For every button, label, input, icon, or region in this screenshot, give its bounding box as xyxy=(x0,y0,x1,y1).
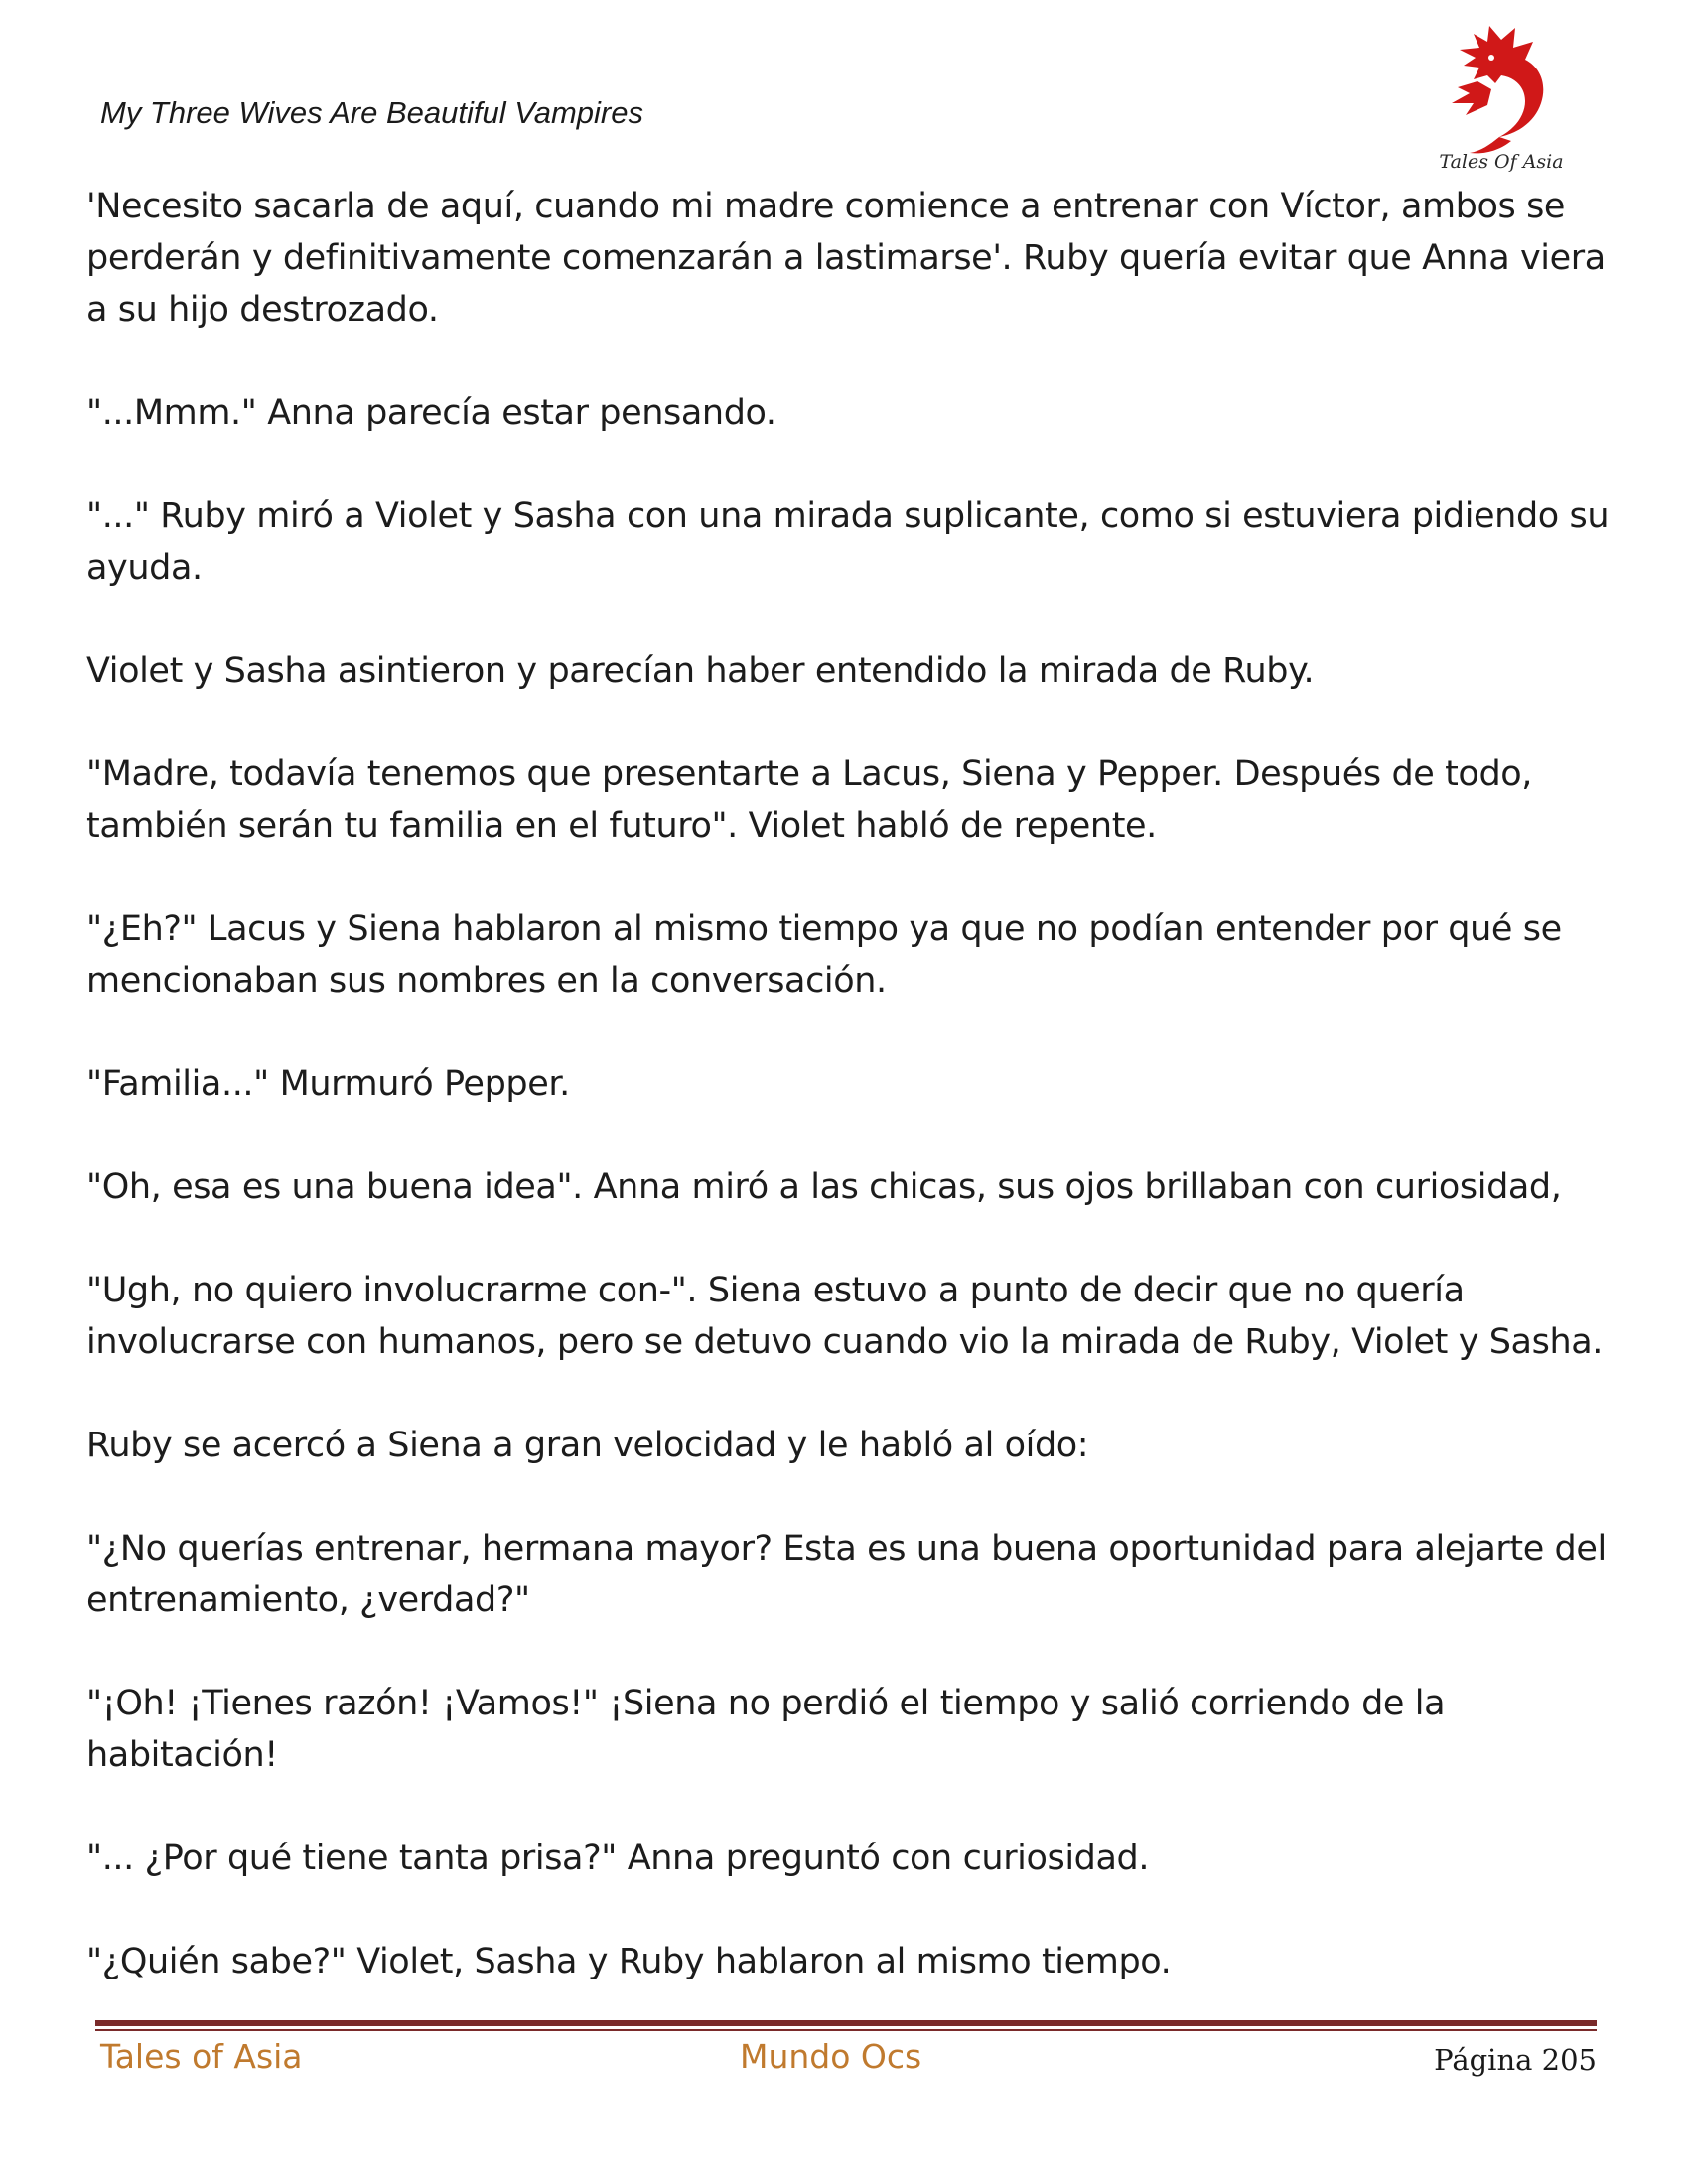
footer-divider xyxy=(95,2020,1597,2026)
paragraph: "Madre, todavía tenemos que presentarte a Lacus, Siena y Pepper. Después de todo, también serán tu familia en el futuro". Violet habló de repente. xyxy=(86,754,1533,846)
paragraph: "Familia..." Murmuró Pepper. xyxy=(86,1064,570,1104)
page-number: Página 205 xyxy=(1434,2043,1597,2077)
paragraph: Violet y Sasha asintieron y parecían haber entendido la mirada de Ruby. xyxy=(86,651,1315,691)
footer-divider-thin xyxy=(95,2029,1597,2031)
paragraph: "...Mmm." Anna parecía estar pensando. xyxy=(86,393,776,433)
paragraph: "¿No querías entrenar, hermana mayor? Esta es una buena oportunidad para alejarte del entrenamiento, ¿verdad?" xyxy=(86,1529,1607,1620)
paragraph: Ruby se acercó a Siena a gran velocidad y le habló al oído: xyxy=(86,1426,1089,1465)
footer-site-name: Tales of Asia xyxy=(100,2037,303,2076)
logo-text: Tales Of Asia xyxy=(1439,151,1564,173)
paragraph: "..." Ruby miró a Violet y Sasha con una mirada suplicante, como si estuviera pidiendo su ayuda. xyxy=(86,496,1610,588)
book-title: My Three Wives Are Beautiful Vampires xyxy=(100,95,643,130)
paragraph: 'Necesito sacarla de aquí, cuando mi madre comience a entrenar con Víctor, ambos se perderán y definitivamente comenzarán a lastimarse'. Ruby quería evitar que Anna viera a su hijo destrozado. xyxy=(86,187,1606,330)
chapter-body xyxy=(86,181,1616,2039)
footer-section-name: Mundo Ocs xyxy=(740,2037,922,2076)
paragraph: "¿Eh?" Lacus y Siena hablaron al mismo tiempo ya que no podían entender por qué se mencionaban sus nombres en la conversación. xyxy=(86,909,1562,1001)
paragraph: "¡Oh! ¡Tienes razón! ¡Vamos!" ¡Siena no perdió el tiempo y salió corriendo de la habitación! xyxy=(86,1684,1446,1775)
paragraph: "... ¿Por qué tiene tanta prisa?" Anna preguntó con curiosidad. xyxy=(86,1839,1150,1878)
paragraph: "Oh, esa es una buena idea". Anna miró a las chicas, sus ojos brillaban con curiosidad, xyxy=(86,1167,1562,1207)
paragraph: "¿Quién sabe?" Violet, Sasha y Ruby hablaron al mismo tiempo. xyxy=(86,1942,1172,1981)
paragraph: "Ugh, no quiero involucrarme con-". Siena estuvo a punto de decir que no quería involucrarse con humanos, pero se detuvo cuando vio la mirada de Ruby, Violet y Sasha. xyxy=(86,1271,1603,1362)
